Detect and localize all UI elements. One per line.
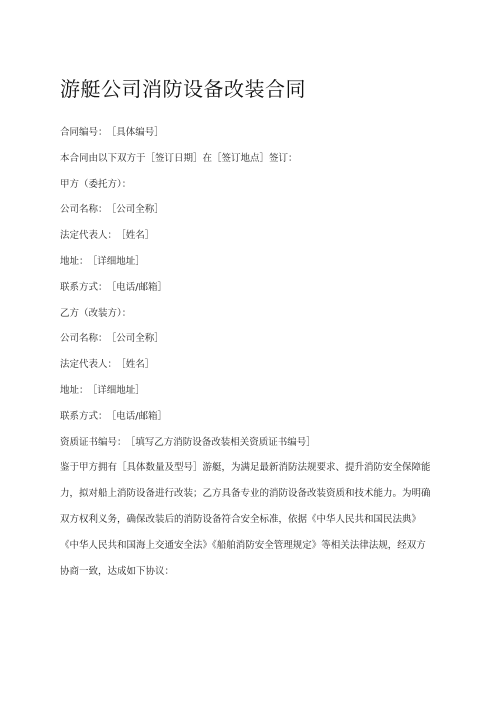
party-a-heading: 甲方（委托方）： [60, 178, 132, 190]
field-value: ［公司全称］ [111, 204, 164, 216]
field-label: 地址： [60, 255, 89, 267]
field-label: 公司名称： [60, 333, 108, 345]
field-label: 联系方式： [60, 281, 108, 293]
field-label: 法定代表人： [60, 230, 118, 242]
field-value: ［姓名］ [121, 359, 155, 371]
field-value: ［电话/邮箱］ [111, 410, 167, 422]
field-value: ［姓名］ [121, 230, 155, 242]
contract-number-label: 合同编号： [60, 127, 108, 138]
preamble-line: 《中华人民共和国海上交通安全法》《船舶消防安全管理规定》等相关法律法规，经双方 [60, 539, 426, 551]
document-title: 游艇公司消防设备改装合同 [60, 77, 306, 101]
field-value: ［详细地址］ [92, 384, 145, 396]
field-label: 资质证书编号： [60, 436, 127, 448]
document-body [60, 120, 440, 584]
preamble-line: 力，拟对船上消防设备进行改装；乙方具备专业的消防设备改装资质和技术能力。为明确 [60, 488, 431, 500]
field-label: 法定代表人： [60, 359, 118, 371]
field-value: ［公司全称］ [111, 333, 164, 345]
party-b-representative-line [60, 352, 440, 378]
party-a-contact-line [60, 275, 440, 301]
party-a-address-line [60, 249, 440, 275]
party-b-contact-line [60, 404, 440, 430]
contract-number-line [60, 120, 440, 146]
field-value: ［详细地址］ [92, 255, 145, 267]
contract-number-value: ［具体编号］ [111, 127, 164, 138]
field-label: 联系方式： [60, 410, 108, 422]
field-label: 地址： [60, 384, 89, 396]
party-b-certificate-line [60, 430, 440, 456]
preamble-line: 鉴于甲方拥有［具体数量及型号］游艇，为满足最新消防法规要求、提升消防安全保障能 [60, 462, 431, 474]
party-a-company-line [60, 197, 440, 223]
preamble-line: 协商一致，达成如下协议： [60, 565, 175, 577]
party-b-company-line [60, 326, 440, 352]
field-value: ［填写乙方消防设备改装相关资质证书编号］ [130, 436, 316, 448]
party-a-representative-line [60, 223, 440, 249]
party-b-heading: 乙方（改装方）： [60, 307, 132, 319]
preamble-line: 双方权利义务，确保改装后的消防设备符合安全标准，依据《中华人民共和国民法典》 [60, 513, 422, 525]
field-value: ［电话/邮箱］ [111, 281, 167, 293]
party-b-address-line [60, 378, 440, 404]
field-label: 公司名称： [60, 204, 108, 216]
intro-line: 本合同由以下双方于［签订日期］在［签订地点］签订： [60, 152, 298, 164]
preamble-paragraph [60, 455, 440, 584]
